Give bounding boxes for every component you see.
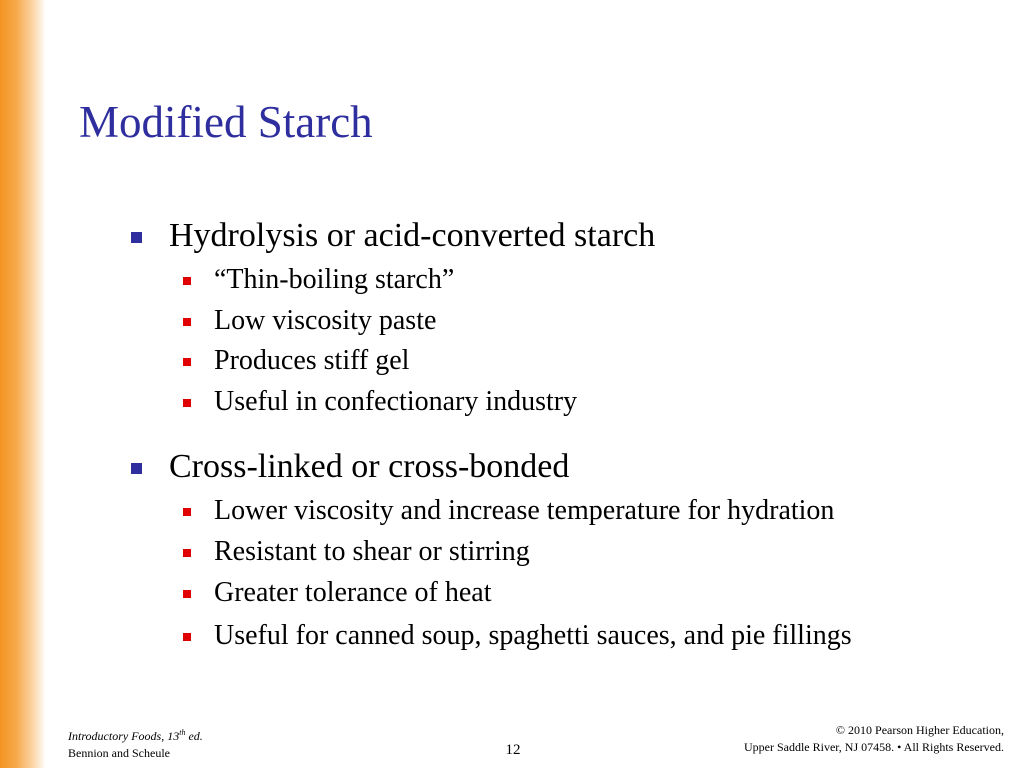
sub-bullet bbox=[214, 345, 409, 376]
sub-bullet bbox=[214, 305, 436, 336]
book-authors: Bennion and Scheule bbox=[68, 746, 170, 760]
sub-bullet bbox=[214, 577, 491, 608]
bullet-text: Hydrolysis or acid-converted starch bbox=[169, 217, 656, 254]
sub-bullet-text: Low viscosity paste bbox=[214, 305, 437, 336]
copyright-line-2: Upper Saddle River, NJ 07458. • All Rights Reserved. bbox=[743, 740, 1004, 754]
square-bullet-icon bbox=[183, 549, 191, 557]
square-bullet-icon bbox=[183, 633, 191, 641]
sub-bullet-text: Greater tolerance of heat bbox=[214, 577, 492, 608]
square-bullet-icon bbox=[131, 232, 142, 243]
sub-bullet-text: Produces stiff gel bbox=[214, 345, 410, 376]
bullet-cross-linked bbox=[169, 450, 569, 484]
sub-bullet bbox=[214, 386, 577, 417]
square-bullet-icon bbox=[183, 318, 191, 326]
square-bullet-icon bbox=[183, 590, 191, 598]
copyright-line-1: © 2010 Pearson Higher Education, bbox=[835, 723, 1004, 737]
page-number: 12 bbox=[505, 742, 521, 758]
square-bullet-icon bbox=[131, 463, 142, 474]
square-bullet-icon bbox=[183, 358, 191, 366]
square-bullet-icon bbox=[183, 508, 191, 516]
square-bullet-icon bbox=[183, 399, 191, 407]
sub-bullet-text: Useful in confectionary industry bbox=[214, 386, 578, 417]
sub-bullet bbox=[214, 536, 530, 567]
sub-bullet-text: Useful for canned soup, spaghetti sauces, and pie fillings bbox=[214, 620, 852, 651]
sub-bullet-text: Lower viscosity and increase temperature for hydration bbox=[214, 495, 835, 526]
sub-bullet-text: “Thin-boiling starch” bbox=[214, 264, 455, 295]
bullet-hydrolysis bbox=[169, 219, 655, 253]
slide-title: Modified Starch bbox=[79, 97, 373, 147]
sub-bullet bbox=[214, 264, 454, 295]
footer-book-info bbox=[68, 724, 203, 762]
sub-bullet-text: Resistant to shear or stirring bbox=[214, 536, 530, 567]
square-bullet-icon bbox=[183, 277, 191, 285]
sub-bullet bbox=[214, 495, 834, 526]
bullet-text: Cross-linked or cross-bonded bbox=[169, 448, 570, 485]
book-title: Introductory Foods, 13th ed. bbox=[68, 728, 203, 743]
sub-bullet bbox=[214, 620, 974, 651]
footer-copyright bbox=[744, 722, 1004, 756]
